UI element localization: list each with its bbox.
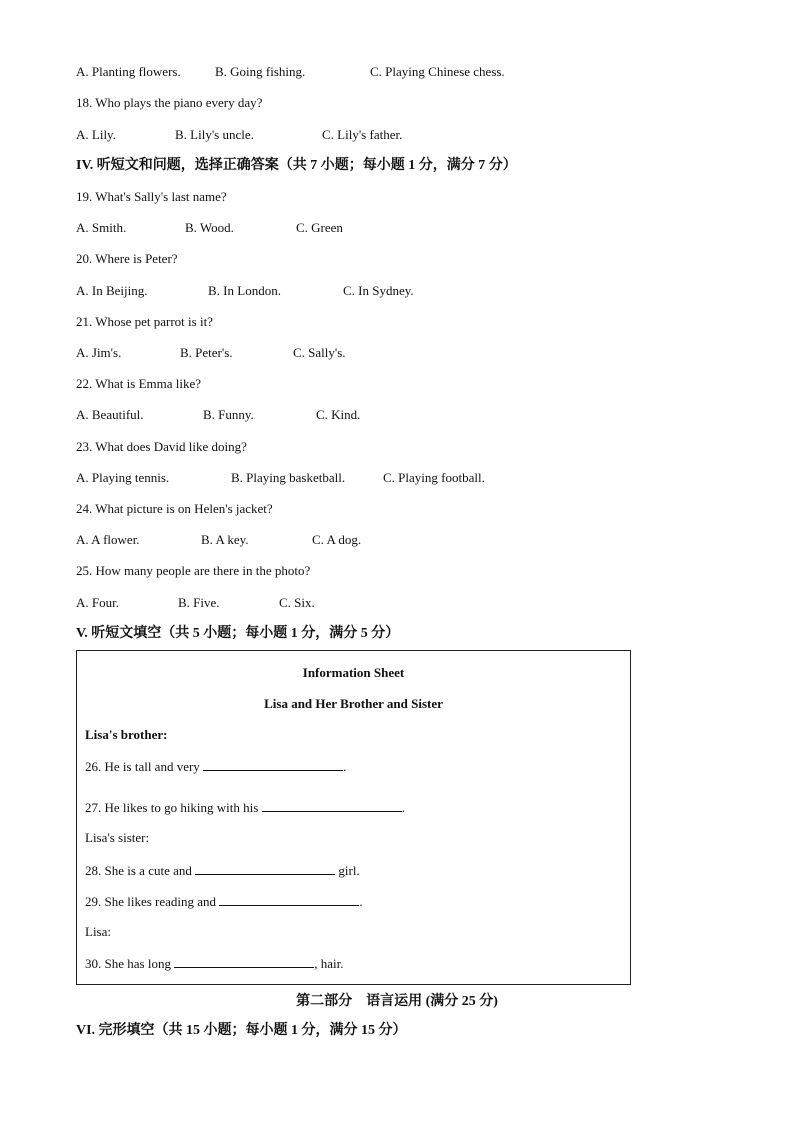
q30-row	[85, 955, 343, 972]
q24-option-c: C. A dog.	[312, 532, 362, 547]
q25-option-b: B. Five.	[178, 595, 220, 610]
q23-option-a: A. Playing tennis.	[76, 470, 170, 485]
q22-question: 22. What is Emma like?	[76, 376, 202, 391]
q27-text: 27. He likes to go hiking with his	[85, 800, 259, 815]
section-6-title: VI. 完形填空（共 15 小题；每小题 1 分，满分 15 分）	[76, 1023, 407, 1038]
q26-text: 26. He is tall and very	[85, 759, 200, 774]
q25-option-a: A. Four.	[76, 595, 119, 610]
q20-option-c: C. In Sydney.	[343, 283, 414, 298]
q29-blank[interactable]	[219, 893, 359, 906]
q17-option-a: A. Planting flowers.	[76, 64, 181, 79]
q28-row	[85, 862, 360, 879]
q18-option-c: C. Lily's father.	[322, 127, 403, 142]
brother-label: Lisa's brother:	[85, 727, 168, 742]
q23-option-b: B. Playing basketball.	[231, 470, 346, 485]
q20-question: 20. Where is Peter?	[76, 251, 178, 266]
sister-label: Lisa's sister:	[85, 830, 150, 845]
q29-text: 29. She likes reading and	[85, 894, 217, 909]
section-4-title: IV. 听短文和问题，选择正确答案（共 7 小题；每小题 1 分，满分 7 分）	[76, 158, 517, 173]
q20-option-a: A. In Beijing.	[76, 283, 148, 298]
q27-blank[interactable]	[262, 799, 402, 812]
q24-option-b: B. A key.	[201, 532, 249, 547]
q29-end: .	[359, 894, 363, 909]
q30-text: 30. She has long	[85, 956, 171, 971]
q25-option-c: C. Six.	[279, 595, 315, 610]
q28-end: girl.	[338, 863, 360, 878]
information-sheet-box	[76, 650, 631, 985]
lisa-label: Lisa:	[85, 924, 111, 939]
q27-row	[85, 799, 405, 816]
q19-question: 19. What's Sally's last name?	[76, 189, 227, 204]
q20-option-b: B. In London.	[208, 283, 281, 298]
q22-option-a: A. Beautiful.	[76, 407, 144, 422]
q26-end: .	[343, 759, 347, 774]
q24-question: 24. What picture is on Helen's jacket?	[76, 501, 273, 516]
q30-end: , hair.	[314, 956, 344, 971]
q23-option-c: C. Playing football.	[383, 470, 485, 485]
q28-text: 28. She is a cute and	[85, 863, 192, 878]
q18-option-a: A. Lily.	[76, 127, 116, 142]
q21-option-a: A. Jim's.	[76, 345, 122, 360]
section-5-title: V. 听短文填空（共 5 小题；每小题 1 分，满分 5 分）	[76, 626, 400, 641]
q23-question: 23. What does David like doing?	[76, 439, 247, 454]
q24-option-a: A. A flower.	[76, 532, 140, 547]
q19-option-b: B. Wood.	[185, 220, 234, 235]
q29-row	[85, 893, 363, 910]
q22-option-c: C. Kind.	[316, 407, 361, 422]
q22-option-b: B. Funny.	[203, 407, 254, 422]
q17-option-b: B. Going fishing.	[215, 64, 306, 79]
q17-option-c: C. Playing Chinese chess.	[370, 64, 505, 79]
q18-question: 18. Who plays the piano every day?	[76, 95, 263, 110]
q28-blank[interactable]	[195, 862, 335, 875]
info-sheet-subtitle: Lisa and Her Brother and Sister	[264, 696, 443, 711]
q26-blank[interactable]	[203, 758, 343, 771]
q18-option-b: B. Lily's uncle.	[175, 127, 254, 142]
q21-option-c: C. Sally's.	[293, 345, 346, 360]
q30-blank[interactable]	[174, 955, 314, 968]
q19-option-a: A. Smith.	[76, 220, 127, 235]
q21-question: 21. Whose pet parrot is it?	[76, 314, 213, 329]
info-sheet-title: Information Sheet	[302, 665, 405, 680]
q21-option-b: B. Peter's.	[180, 345, 233, 360]
q19-option-c: C. Green	[296, 220, 343, 235]
part-2-title: 第二部分 语言运用 (满分 25 分)	[296, 994, 498, 1009]
q25-question: 25. How many people are there in the photo?	[76, 563, 311, 578]
q26-row	[85, 758, 346, 775]
q27-end: .	[401, 800, 405, 815]
